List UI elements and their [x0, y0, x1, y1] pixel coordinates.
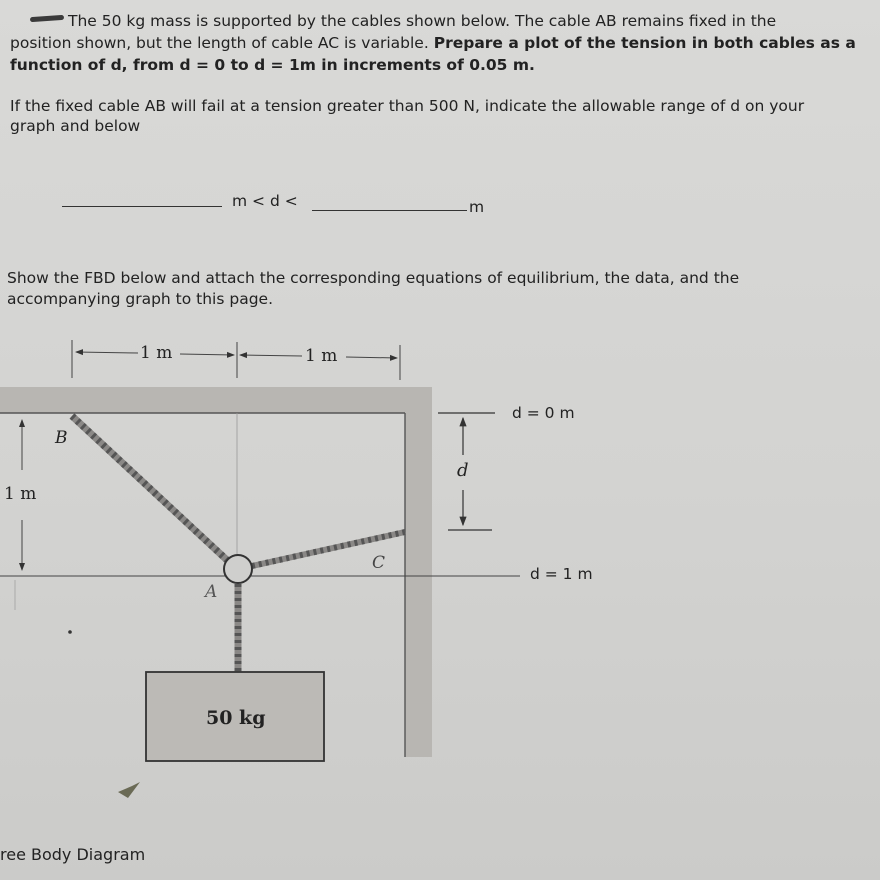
- d-top-label: d = 0 m: [512, 404, 575, 422]
- top-dimension: [72, 340, 400, 380]
- dim-left-label: 1 m: [4, 484, 37, 504]
- problem-line-1: The 50 kg mass is supported by the cables shown below. The cable AB remains fixed in the: [68, 12, 777, 30]
- failure-statement-line-2: graph and below: [10, 117, 141, 135]
- range-unit: m: [469, 198, 485, 216]
- ceiling-beam: [0, 387, 432, 413]
- fbd-instructions-line-1: Show the FBD below and attach the corresponding equations of equilibrium, the data, and the: [7, 269, 740, 287]
- ring-a: [224, 555, 252, 583]
- mass-label: 50 kg: [206, 707, 266, 729]
- label-a: A: [205, 582, 218, 602]
- problem-statement-line-3: function of d, from d = 0 to d = 1m in increments of 0.05 m.: [10, 56, 535, 74]
- dim-top-left-label: 1 m: [140, 343, 173, 363]
- problem-line-2-normal: position shown, but the length of cable AC is variable.: [10, 34, 429, 52]
- fbd-instructions-line-2: accompanying graph to this page.: [7, 290, 273, 308]
- left-dimension: [0, 420, 520, 576]
- d-bottom-label: d = 1 m: [530, 565, 593, 583]
- right-wall: [405, 387, 432, 757]
- label-b: B: [55, 428, 68, 448]
- label-d: d: [457, 460, 469, 481]
- dim-top-right-label: 1 m: [305, 346, 338, 366]
- failure-statement-line-1: If the fixed cable AB will fail at a tension greater than 500 N, indicate the allowable range of d on your: [10, 97, 805, 115]
- range-middle-text: m < d <: [232, 192, 298, 210]
- pen-mark-small: [118, 782, 140, 798]
- fbd-caption: ree Body Diagram: [0, 845, 146, 864]
- problem-line-2-bold: Prepare a plot of the tension in both cables as a: [433, 34, 856, 52]
- label-c: C: [372, 553, 386, 573]
